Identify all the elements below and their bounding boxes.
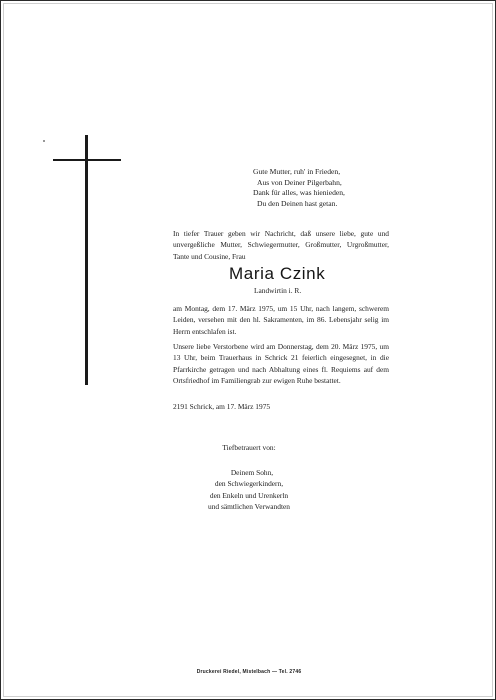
mourner-line: den Enkeln und Urenkerln (209, 490, 289, 500)
poem-line: Dank für alles, was hienieden, (253, 188, 345, 198)
mourner-line: und sämtlichen Verwandten (208, 501, 290, 511)
funeral-paragraph: Unsere liebe Verstorbene wird am Donnerstag, dem 20. März 1975, um 13 Uhr, beim Trauerhaus in Schrick 21 feierlich eingesegnet, in die Pfarrkirche getragen und nach Abhaltung eines fl. Requiems auf dem Ortsfriedhof im Familiengrab zur ewigen Ruhe bestattet. (173, 342, 389, 385)
poem-line: Aus von Deiner Pilgerbahn, (257, 177, 342, 187)
deceased-occupation: Landwirtin i. R. (254, 286, 302, 295)
cross-vertical-bar (85, 135, 88, 385)
poem-line: Du den Deinen hast getan. (257, 198, 338, 208)
cross-horizontal-bar (53, 159, 121, 161)
mourner-line: den Schwiegerkindern, (214, 479, 284, 489)
mourners-list (1, 467, 496, 512)
printer-imprint: Druckerei Riedel, Mistelbach — Tel. 2746 (196, 669, 302, 675)
mourner-line: Deinem Sohn, (230, 468, 274, 477)
death-paragraph: am Montag, dem 17. März 1975, um 15 Uhr, nach langem, schwerem Leiden, versehen mit den hl. Sakramenten, im 86. Lebensjahr selig im Herrn entschlafen ist. (173, 304, 389, 336)
poem (253, 167, 345, 209)
place-and-date: 2191 Schrick, am 17. März 1975 (173, 402, 271, 411)
print-speck (43, 140, 45, 142)
deceased-name: Maria Czink (229, 264, 326, 283)
announcement-intro: In tiefer Trauer geben wir Nachricht, daß unsere liebe, gute und unvergeßliche Mutter, Schwiegermutter, Großmutter, Urgroßmutter, Tante und Cousine, Frau (173, 229, 389, 261)
mourners-heading: Tiefbetrauert von: (222, 443, 276, 452)
poem-line: Gute Mutter, ruh' in Frieden, (253, 167, 341, 176)
